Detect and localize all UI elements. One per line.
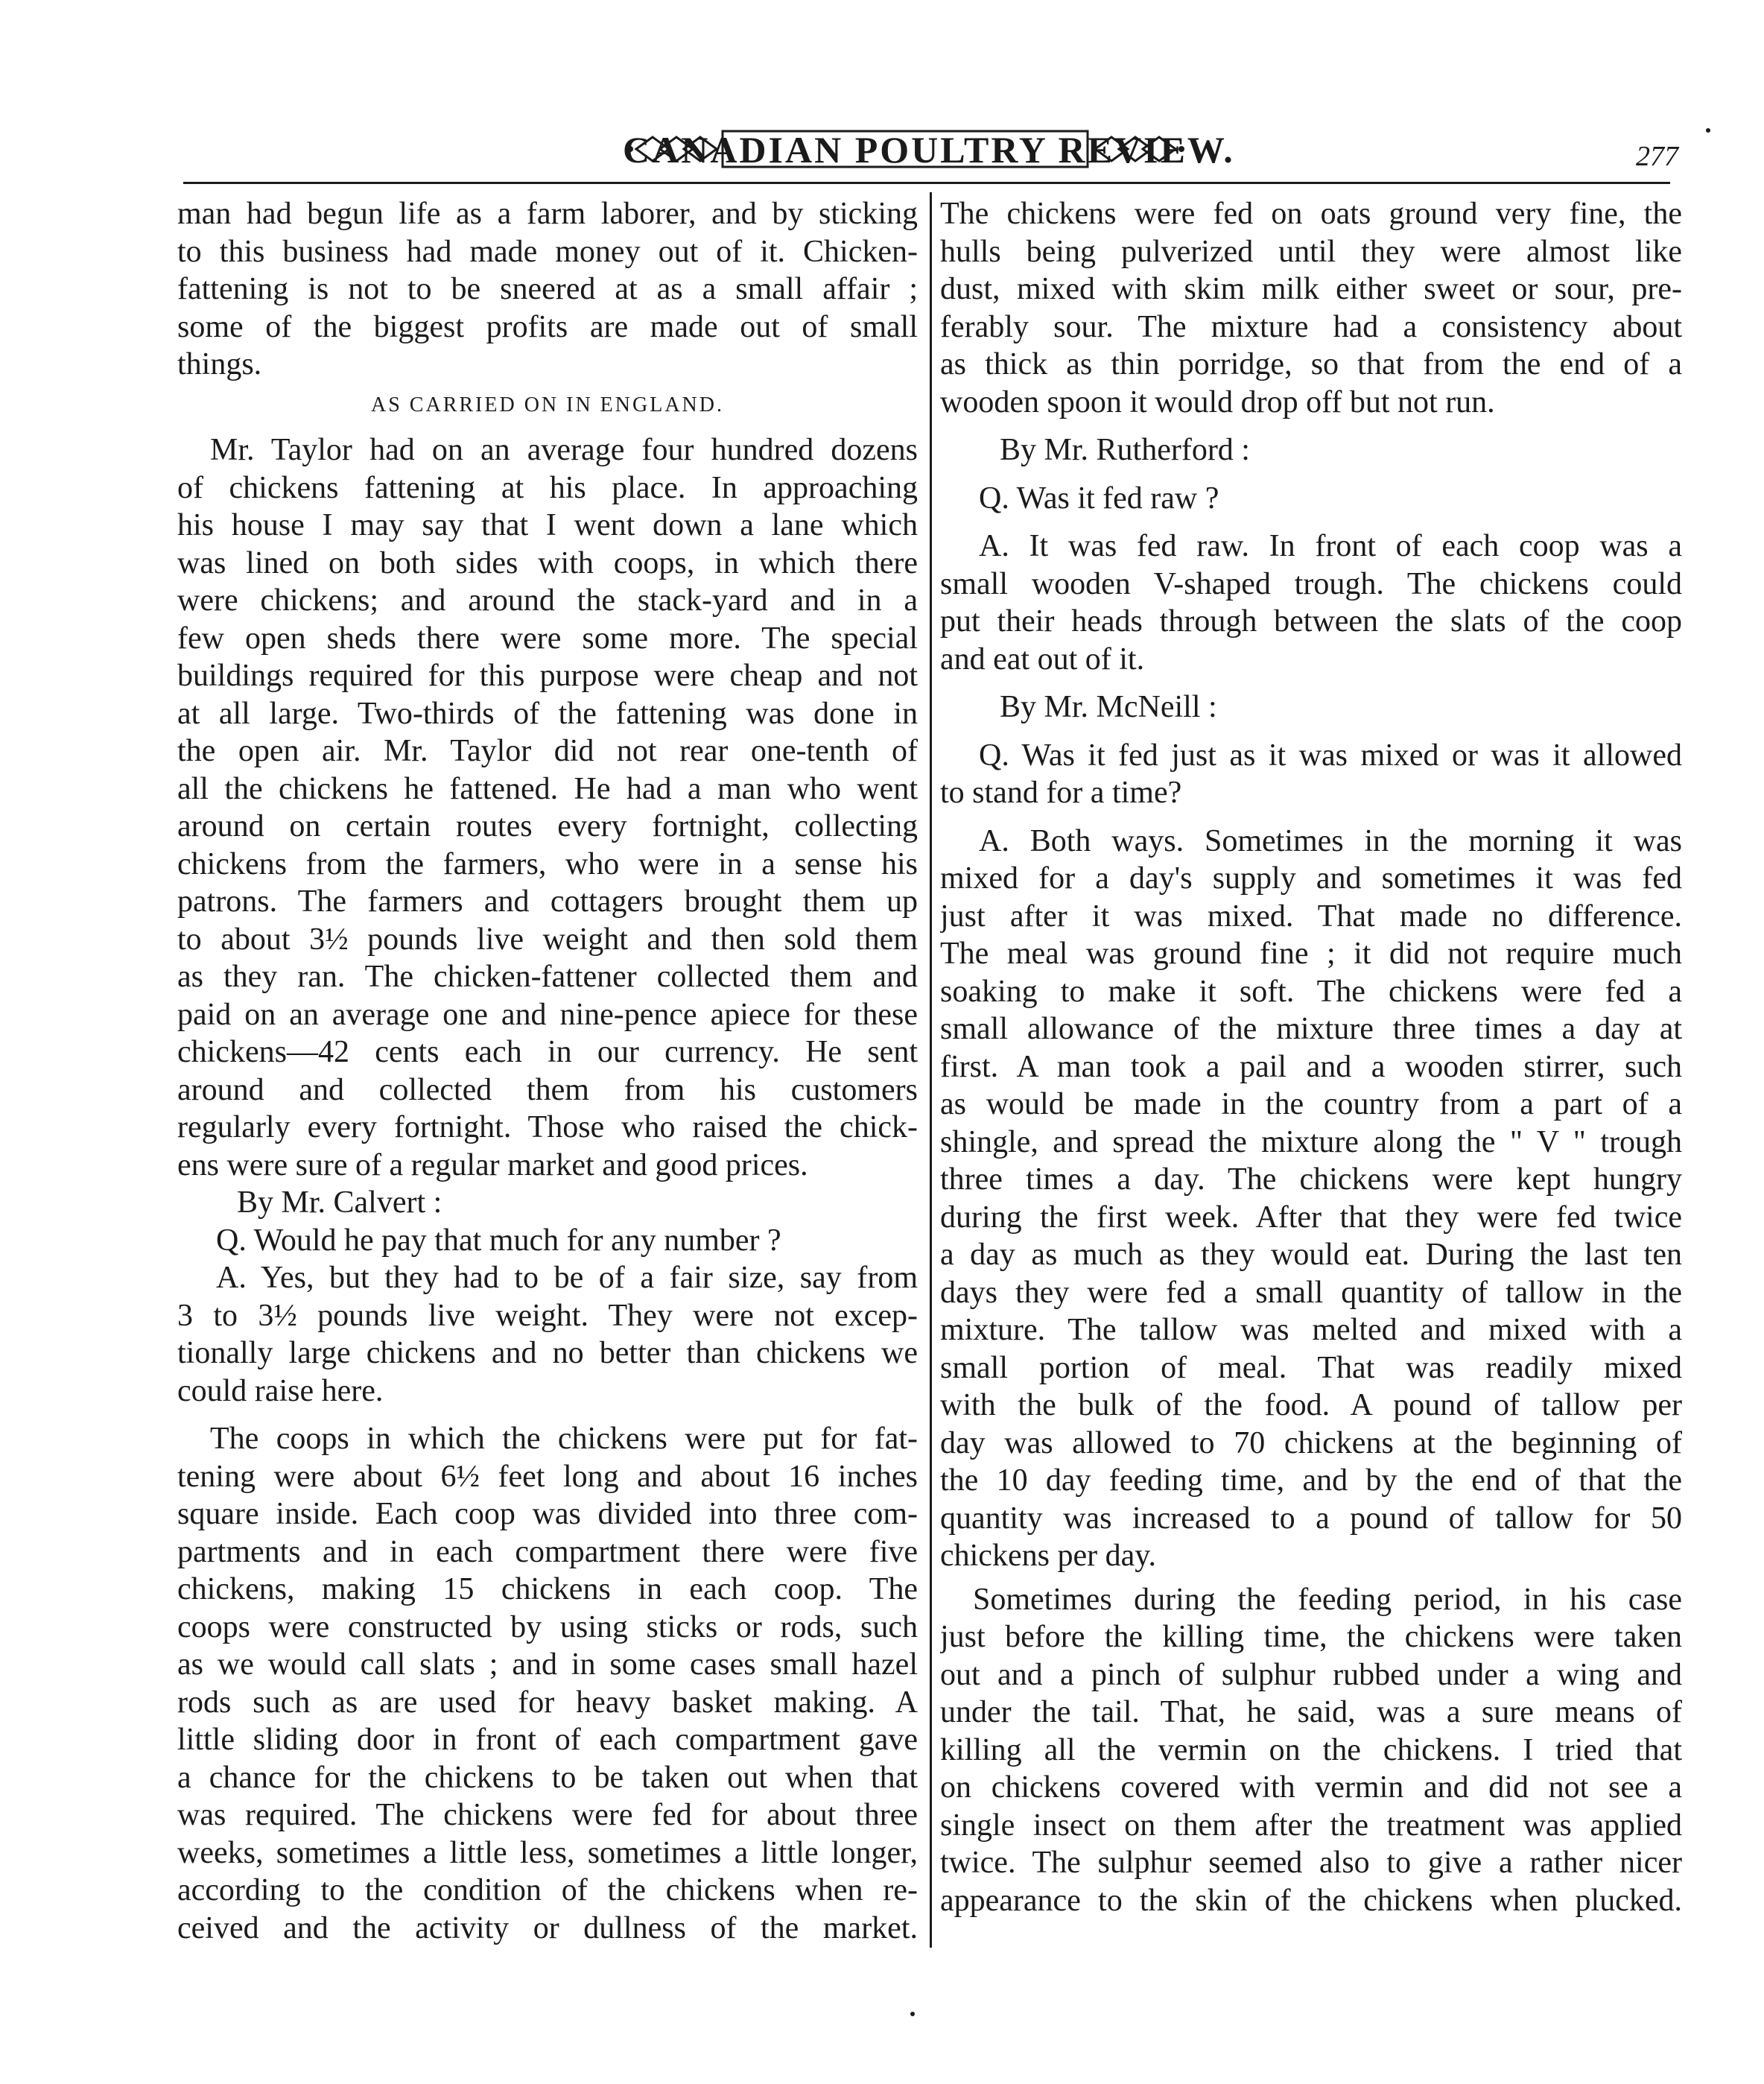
text-line: during the first week. After that they were fed twice: [940, 1200, 1682, 1235]
text-line: The meal was ground fine ; it did not require much: [940, 937, 1682, 971]
text-line: chickens per day.: [940, 1539, 1156, 1573]
speaker-attribution: By Mr. Rutherford :: [1000, 433, 1250, 467]
question-line: to stand for a time?: [940, 776, 1182, 810]
text-line: soaking to make it soft. The chickens were fed a: [940, 974, 1682, 1009]
text-line: and eat out of it.: [940, 642, 1145, 677]
text-line: paid on an average one and nine-pence apiece for these: [177, 997, 918, 1032]
text-line: at all large. Two-thirds of the fattening was done in: [177, 696, 918, 731]
text-line: single insect on them after the treatment was applied: [940, 1808, 1682, 1843]
text-line: dust, mixed with skim milk either sweet or sour, pre-: [940, 272, 1682, 306]
paragraph: [940, 1581, 1682, 1920]
print-speck: [910, 2012, 915, 2016]
text-line: appearance to the skin of the chickens when plucked.: [940, 1883, 1682, 1918]
text-line: could raise here.: [177, 1373, 384, 1408]
text-line: as thick as thin porridge, so that from the end of a: [940, 347, 1682, 381]
text-line: man had begun life as a farm laborer, and by sticking: [177, 197, 918, 231]
text-line: just before the killing time, the chickens were taken: [940, 1620, 1682, 1654]
answer-paragraph: [940, 528, 1682, 678]
text-line: under the tail. That, he said, was a sure means of: [940, 1695, 1682, 1729]
text-line: partments and in each compartment there were five: [177, 1534, 918, 1569]
text-line: of chickens fattening at his place. In approaching: [177, 470, 918, 505]
text-line: the open air. Mr. Taylor did not rear one-tenth of: [177, 734, 918, 768]
text-line: Mr. Taylor had on an average four hundred dozens: [210, 433, 918, 467]
text-line: first. A man took a pail and a wooden stirrer, such: [940, 1049, 1682, 1084]
text-line: out and a pinch of sulphur rubbed under a wing and: [940, 1657, 1682, 1692]
text-line: fattening is not to be sneered at as a small affair ;: [177, 272, 918, 306]
text-line: the 10 day feeding time, and by the end of that the: [940, 1463, 1682, 1498]
text-line: small portion of meal. That was readily mixed: [940, 1350, 1682, 1385]
text-line: all the chickens he fattened. He had a man who went: [177, 771, 918, 806]
question-line: Q. Was it fed just as it was mixed or was it allowed: [979, 738, 1682, 773]
answer-paragraph: [940, 823, 1682, 1575]
text-line: buildings required for this purpose were cheap and not: [177, 659, 918, 693]
text-line: A. It was fed raw. In front of each coop was a: [979, 529, 1682, 563]
text-line: some of the biggest profits are made out of small: [177, 309, 918, 344]
text-line: few open sheds there were some more. The special: [177, 621, 918, 656]
text-line: patrons. The farmers and cottagers brought them up: [177, 884, 918, 919]
right-column: [940, 195, 1682, 1919]
text-line: as we would call slats ; and in some cases small hazel: [177, 1647, 918, 1682]
text-line: just after it was mixed. That made no difference.: [940, 899, 1682, 934]
left-column: [177, 195, 918, 1947]
text-line: hulls being pulverized until they were almost like: [940, 234, 1682, 269]
text-line: as would be made in the country from a part of a: [940, 1087, 1682, 1121]
text-line: square inside. Each coop was divided into three com-: [177, 1497, 918, 1531]
column-divider: [930, 192, 932, 1948]
text-line: mixed for a day's supply and sometimes it was fed: [940, 861, 1682, 896]
text-line: three times a day. The chickens were kept hungry: [940, 1162, 1682, 1197]
masthead: [623, 112, 1235, 186]
print-speck: [1706, 128, 1710, 133]
text-line: chickens from the farmers, who were in a sense his: [177, 846, 918, 881]
text-line: were chickens; and around the stack-yard and in a: [177, 583, 918, 618]
text-line: a day as much as they would eat. During the last ten: [940, 1238, 1682, 1272]
text-line: wooden spoon it would drop off but not run.: [940, 384, 1495, 419]
text-line: put their heads through between the slats of the coop: [940, 604, 1682, 639]
text-line: regularly every fortnight. Those who raised the chick-: [177, 1110, 918, 1144]
text-line: was lined on both sides with coops, in which there: [177, 545, 918, 580]
question-paragraph: [940, 737, 1682, 812]
paragraph: [177, 431, 918, 1184]
text-line: to this business had made money out of it. Chicken-: [177, 234, 918, 269]
text-line: days they were fed a small quantity of tallow in the: [940, 1275, 1682, 1310]
text-line: shingle, and spread the mixture along the " V " trough: [940, 1124, 1682, 1159]
paragraph: [940, 195, 1682, 421]
page-number: 277: [1636, 141, 1678, 172]
text-line: chickens—42 cents each in our currency. He sent: [177, 1035, 918, 1069]
text-line: The coops in which the chickens were put for fat-: [210, 1422, 918, 1456]
text-line: A. Both ways. Sometimes in the morning it was: [979, 823, 1682, 858]
text-line: mixture. The tallow was melted and mixed with a: [940, 1313, 1682, 1347]
text-line: with the bulk of the food. A pound of tallow per: [940, 1388, 1682, 1422]
text-line: little sliding door in front of each compartment gave: [177, 1723, 918, 1757]
text-line: around on certain routes every fortnight, collecting: [177, 809, 918, 843]
text-line: was required. The chickens were fed for about three: [177, 1798, 918, 1832]
text-line: things.: [177, 347, 262, 381]
speaker-attribution: By Mr. McNeill :: [1000, 690, 1217, 724]
text-line: ceived and the activity or dullness of the market.: [177, 1910, 918, 1945]
text-line: A. Yes, but they had to be of a fair size, say from: [216, 1261, 918, 1295]
text-line: a chance for the chickens to be taken out when that: [177, 1760, 918, 1795]
paragraph: [177, 195, 918, 384]
text-line: according to the condition of the chickens when re-: [177, 1873, 918, 1907]
text-line: killing all the vermin on the chickens. I tried that: [940, 1732, 1682, 1767]
text-line: as they ran. The chicken-fattener collected them and: [177, 960, 918, 994]
header-rule: [183, 182, 1670, 184]
text-line: coops were constructed by using sticks or rods, such: [177, 1609, 918, 1644]
text-line: small allowance of the mixture three times a day at: [940, 1012, 1682, 1046]
speaker-attribution: By Mr. Calvert :: [237, 1185, 442, 1220]
question-line: Q. Was it fed raw ?: [979, 481, 1219, 516]
text-line: rods such as are used for heavy basket making. A: [177, 1685, 918, 1720]
question-line: Q. Would he pay that much for any number ?: [216, 1223, 781, 1258]
text-line: around and collected them from his customers: [177, 1072, 918, 1107]
text-line: tionally large chickens and no better than chickens we: [177, 1336, 918, 1370]
text-line: chickens, making 15 chickens in each coop. The: [177, 1572, 918, 1606]
text-line: weeks, sometimes a little less, sometimes a little longer,: [177, 1835, 918, 1870]
text-line: 3 to 3½ pounds live weight. They were not excep-: [177, 1298, 918, 1333]
masthead-title: CANADIAN POULTRY REVIEW.: [623, 129, 1235, 171]
text-line: Sometimes during the feeding period, in his case: [973, 1582, 1682, 1617]
text-line: on chickens covered with vermin and did not see a: [940, 1770, 1682, 1805]
text-line: day was allowed to 70 chickens at the beginning of: [940, 1425, 1682, 1460]
answer-paragraph: [177, 1259, 918, 1410]
text-line: his house I may say that I went down a lane which: [177, 508, 918, 542]
text-line: to about 3½ pounds live weight and then sold them: [177, 922, 918, 957]
text-line: quantity was increased to a pound of tallow for 50: [940, 1501, 1682, 1536]
section-heading: AS CARRIED ON IN ENGLAND.: [371, 393, 724, 417]
text-line: The chickens were fed on oats ground very fine, the: [940, 197, 1682, 231]
paragraph: [177, 1420, 918, 1947]
text-line: tening were about 6½ feet long and about 16 inches: [177, 1459, 918, 1494]
text-line: small wooden V-shaped trough. The chickens could: [940, 566, 1682, 601]
text-line: ens were sure of a regular market and good prices.: [177, 1147, 808, 1182]
text-line: ferably sour. The mixture had a consistency about: [940, 309, 1682, 344]
text-line: twice. The sulphur seemed also to give a rather nicer: [940, 1846, 1682, 1880]
